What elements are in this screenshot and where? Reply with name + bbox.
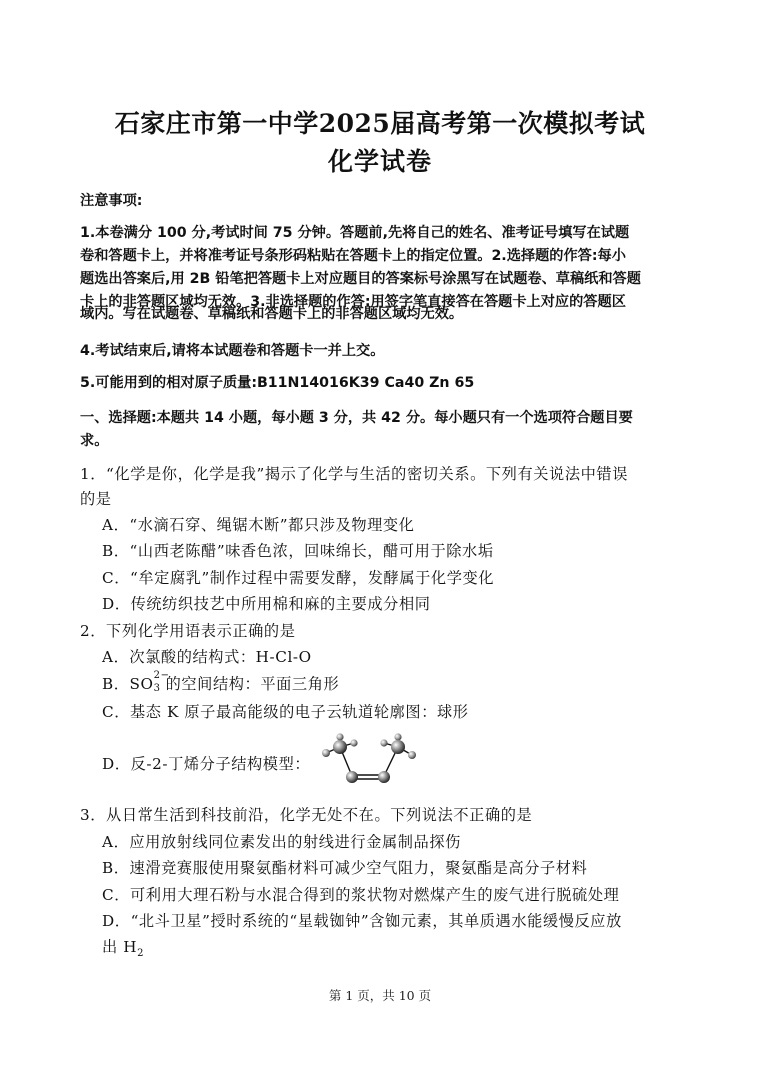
q1-option-c: C．“牟定腐乳”制作过程中需要发酵，发酵属于化学变化 [102,569,495,587]
q3-option-d-cont [102,936,144,959]
q3-option-a: A．应用放射线同位素发出的射线进行金属制品探伤 [102,833,461,851]
so3-subscript: 3 [153,683,161,694]
notes-line-5: 域内。写在试题卷、草稿纸和答题卡上的非答题区域均无效。 [80,306,464,322]
q3-option-c: C．可利用大理石粉与水混合得到的浆状物对燃煤产生的废气进行脱硫处理 [102,886,620,904]
carbon-atom [378,771,390,783]
notes-line-4: 卡上的非答题区域均无效。3.非选择题的作答:用签字笔直接答在答题卡上对应的答题区 [80,294,626,310]
trans-2-butene-model [318,733,422,791]
hydrogen-atom [394,733,401,740]
notes-item-5: 5.可能用到的相对原子质量:B11N14016K39 Ca40 Zn 65 [80,375,475,391]
q1-stem-line-1: 1．“化学是你，化学是我”揭示了化学与生活的密切关系。下列有关说法中错误 [80,465,628,483]
so3-charge [153,670,170,694]
hydrogen-atom [336,733,343,740]
q2-option-b [102,670,340,694]
q1-stem-line-2: 的是 [80,490,112,508]
hydrogen-atom [408,751,416,759]
carbon-atom [346,771,358,783]
hydrogen-atom [322,749,330,757]
hydrogen-atom [350,739,357,746]
notes-line-3: 题选出答案后,用 2B 铅笔把答题卡上对应题目的答案标号涂黑写在试题卷、草稿纸和答题 [80,271,641,287]
so3-superscript: 2− [153,670,170,681]
notes-line-2: 卷和答题卡上，并将准考证号条形码粘贴在答题卡上的指定位置。2.选择题的作答:每小 [80,248,626,264]
q3-stem: 3．从日常生活到科技前沿，化学无处不在。下列说法不正确的是 [80,806,533,824]
q3-option-b: B．速滑竞赛服使用聚氨酯材料可减少空气阻力，聚氨酯是高分子材料 [102,859,588,877]
notes-item-4: 4.考试结束后,请将本试题卷和答题卡一并上交。 [80,343,385,359]
q3-option-d-cont-text: 出 H [102,938,138,956]
section-heading-line-2: 求。 [80,433,109,449]
notes-line-1: 1.本卷满分 100 分,考试时间 75 分钟。答题前,先将自己的姓名、准考证号填写在试题 [80,225,630,241]
exam-title: 石家庄市第一中学2025届高考第一次模拟考试 [114,109,646,138]
q1-option-b: B．“山西老陈醋”味香色浓，回味绵长，醋可用于除水垢 [102,542,494,560]
q2-option-a: A．次氯酸的结构式：H-Cl-O [102,648,312,666]
exam-subtitle: 化学试卷 [327,147,432,176]
section-heading-line-1: 一、选择题:本题共 14 小题，每小题 3 分，共 42 分。每小题只有一个选项符合题目要 [80,410,633,426]
carbon-atom [391,740,405,754]
carbon-atom [333,740,347,754]
page-footer: 第 1 页，共 10 页 [328,988,432,1003]
q2-option-b-prefix: B．SO [102,675,154,693]
q2-stem: 2．下列化学用语表示正确的是 [80,622,296,640]
q1-option-a: A．“水滴石穿、绳锯木断”都只涉及物理变化 [102,516,415,534]
q2-option-d: D．反-2-丁烯分子结构模型： [102,755,311,773]
q2-option-b-suffix: 的空间结构：平面三角形 [165,675,340,693]
q3-option-d: D．“北斗卫星”授时系统的“星载铷钟”含铷元素，其单质遇水能缓慢反应放 [102,912,622,930]
hydrogen-atom [380,739,387,746]
h2-subscript: 2 [137,948,145,960]
q2-option-c: C．基态 K 原子最高能级的电子云轨道轮廓图：球形 [102,703,469,721]
q1-option-d: D．传统纺织技艺中所用棉和麻的主要成分相同 [102,595,431,613]
notes-heading: 注意事项: [80,193,143,209]
